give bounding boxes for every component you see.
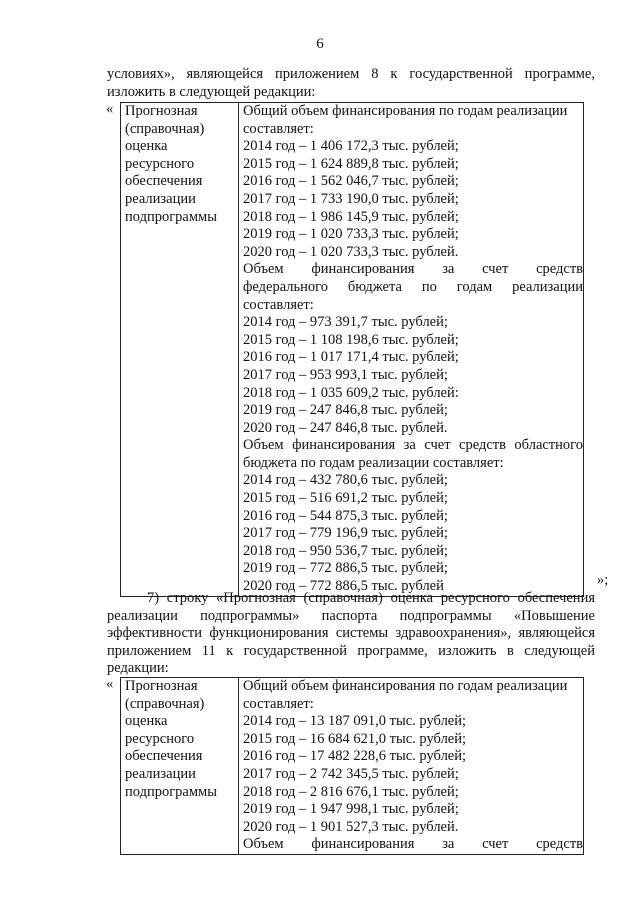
- table1-line: бюджета по годам реализации составляет:: [243, 454, 504, 471]
- table2-line: 2014 год – 13 187 091,0 тыс. рублей;: [243, 713, 467, 730]
- table2-line: 2015 год – 16 684 621,0 тыс. рублей;: [243, 730, 467, 747]
- table1-line: Объем финансирования за счет средств областного: [243, 437, 583, 454]
- table2-label-line: Прогнозная: [125, 678, 198, 694]
- table2-label-line: реализации: [125, 765, 196, 782]
- close-quote-1: »;: [597, 572, 609, 588]
- open-quote-1: «: [106, 101, 114, 117]
- table1-line: 2015 год – 1 108 198,6 тыс. рублей;: [243, 331, 459, 348]
- table2-line: Объем финансирования за счет средств: [243, 836, 583, 853]
- intro-line: условиях», являющейся приложением 8 к государственной программе,: [107, 66, 595, 82]
- table2-line: Общий объем финансирования по годам реализации: [243, 678, 568, 694]
- table1-line: федерального бюджета по годам реализации: [243, 278, 583, 295]
- open-quote-2: «: [106, 676, 114, 692]
- table1-line: 2014 год – 973 391,7 тыс. рублей;: [243, 314, 448, 331]
- table1-label-line: подпрограммы: [125, 208, 217, 225]
- table2-label-line: подпрограммы: [125, 783, 217, 800]
- table1-label-line: ресурсного: [125, 155, 195, 172]
- table2-line: 2019 год – 1 947 998,1 тыс. рублей;: [243, 801, 459, 818]
- resource-table-2: [120, 677, 584, 855]
- table1-line: 2017 год – 953 993,1 тыс. рублей;: [243, 366, 448, 383]
- table2-line: 2020 год – 1 901 527,3 тыс. рублей.: [243, 818, 459, 835]
- table1-label-line: оценка: [125, 138, 168, 155]
- table2-label-line: оценка: [125, 713, 168, 730]
- table1-line: 2014 год – 432 780,6 тыс. рублей;: [243, 472, 448, 489]
- table1-line: 2018 год – 1 035 609,2 тыс. рублей:: [243, 384, 459, 401]
- table1-label-line: обеспечения: [125, 173, 203, 190]
- table1-line: 2019 год – 247 846,8 тыс. рублей;: [243, 402, 448, 419]
- table1-line: 2018 год – 950 536,7 тыс. рублей;: [243, 542, 448, 559]
- table2-line: 2016 год – 17 482 228,6 тыс. рублей;: [243, 748, 467, 765]
- table1-line: 2016 год – 1 562 046,7 тыс. рублей;: [243, 173, 459, 190]
- table1-line: Общий объем финансирования по годам реализации: [243, 103, 568, 119]
- table1-value-cell: [239, 103, 584, 597]
- table1-line: Объем финансирования за счет средств: [243, 261, 583, 278]
- paragraph7-line: редакции:: [107, 660, 169, 677]
- paragraph7-line: 7) строку «Прогнозная (справочная) оценка ресурсного обеспечения: [147, 590, 595, 606]
- paragraph7-line: реализации подпрограммы» паспорта подпрограммы «Повышение: [107, 607, 595, 624]
- table1-line: 2015 год – 516 691,2 тыс. рублей;: [243, 490, 448, 507]
- table1-line: 2016 год – 544 875,3 тыс. рублей;: [243, 507, 448, 524]
- table2-label-line: обеспечения: [125, 748, 203, 765]
- table1-line: 2017 год – 779 196,9 тыс. рублей;: [243, 525, 448, 542]
- table1-line: 2020 год – 1 020 733,3 тыс. рублей.: [243, 243, 459, 260]
- table1-label-line: реализации: [125, 190, 196, 207]
- table1-line: 2016 год – 1 017 171,4 тыс. рублей;: [243, 349, 459, 366]
- table1-line: 2017 год – 1 733 190,0 тыс. рублей;: [243, 190, 459, 207]
- paragraph7-line: эффективности функционирования системы здравоохранения», являющейся: [107, 625, 595, 642]
- table1-line: 2020 год – 247 846,8 тыс. рублей.: [243, 419, 448, 436]
- table1-label-line: (справочная): [125, 120, 205, 137]
- table1-line: 2019 год – 772 886,5 тыс. рублей;: [243, 560, 448, 577]
- intro-paragraph: [107, 66, 595, 101]
- table1-line: 2018 год – 1 986 145,9 тыс. рублей;: [243, 208, 459, 225]
- table1-line: составляет:: [243, 296, 314, 313]
- table1-label-cell: [121, 103, 239, 597]
- table1-line: составляет:: [243, 120, 314, 137]
- table2-line: 2018 год – 2 816 676,1 тыс. рублей;: [243, 783, 459, 800]
- resource-table-1: [120, 102, 584, 597]
- intro-line: изложить в следующей редакции:: [107, 83, 316, 100]
- table1-line: 2014 год – 1 406 172,3 тыс. рублей;: [243, 138, 459, 155]
- page-number: 6: [316, 36, 324, 52]
- table2-label-line: (справочная): [125, 695, 205, 712]
- paragraph-7: [107, 590, 595, 678]
- table2-label-cell: [121, 678, 239, 855]
- table2-label-line: ресурсного: [125, 730, 195, 747]
- paragraph7-line: приложением 11 к государственной программе, изложить в следующей: [107, 642, 595, 659]
- table2-line: составляет:: [243, 695, 314, 712]
- table2-line: 2017 год – 2 742 345,5 тыс. рублей;: [243, 765, 459, 782]
- table1-line: 2020 год – 772 886,5 тыс. рублей: [243, 578, 444, 595]
- table1-line: 2015 год – 1 624 889,8 тыс. рублей;: [243, 155, 459, 172]
- table1-line: 2019 год – 1 020 733,3 тыс. рублей;: [243, 226, 459, 243]
- table1-label-line: Прогнозная: [125, 103, 198, 119]
- table2-value-cell: [239, 678, 584, 855]
